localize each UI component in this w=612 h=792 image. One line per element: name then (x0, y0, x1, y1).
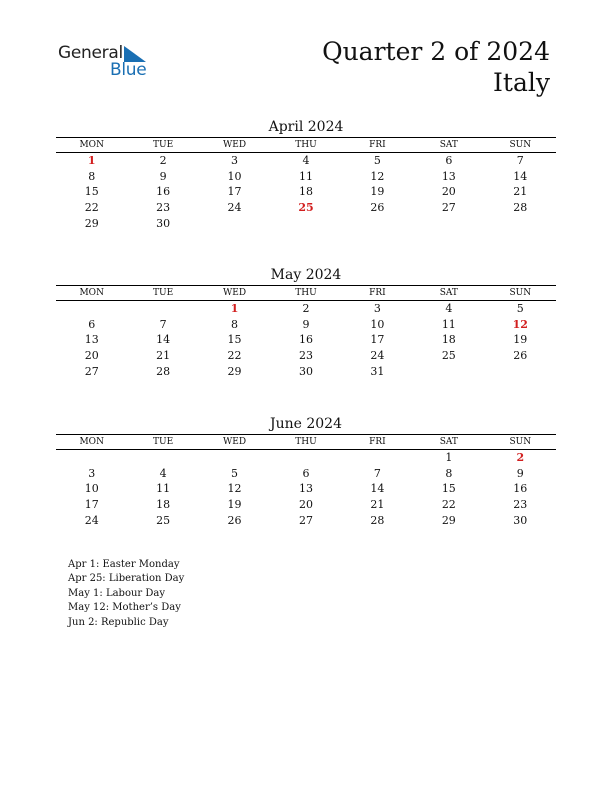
day-cell: 29 (227, 364, 242, 378)
day-cell: 20 (84, 349, 99, 363)
day-cell (270, 450, 341, 466)
weekday-header: MON (56, 435, 127, 450)
day-cell: 27 (84, 364, 99, 378)
day-cell: 30 (513, 513, 528, 527)
day-cell: 22 (84, 201, 99, 215)
weekday-header: THU (270, 286, 341, 301)
day-cell: 23 (513, 498, 528, 512)
day-cell: 29 (441, 513, 456, 527)
day-cell: 26 (370, 201, 385, 215)
day-cell: 6 (445, 154, 453, 167)
week-row (56, 450, 556, 466)
day-cell: 8 (88, 169, 96, 183)
day-cell: 18 (156, 498, 171, 512)
weekday-header: SAT (413, 138, 484, 153)
week-row (56, 301, 556, 317)
day-cell: 23 (156, 201, 171, 215)
day-cell: 22 (227, 349, 242, 363)
day-cell: 16 (156, 185, 171, 199)
weekday-header-row (56, 435, 556, 450)
weekday-header: FRI (342, 138, 413, 153)
day-cell: 6 (88, 317, 96, 331)
day-cell: 18 (441, 333, 456, 347)
day-cell: 8 (231, 317, 239, 331)
weekday-header: SUN (485, 435, 556, 450)
weekday-header: MON (56, 138, 127, 153)
weekday-header: THU (270, 138, 341, 153)
holiday-item: Apr 25: Liberation Day (68, 573, 185, 585)
day-cell: 2 (159, 154, 167, 167)
day-cell: 10 (84, 482, 99, 496)
holiday-item: Apr 1: Easter Monday (68, 559, 180, 570)
day-cell: 19 (513, 333, 528, 347)
month-block (56, 265, 556, 380)
day-cell: 20 (441, 185, 456, 199)
weekday-header: SAT (413, 286, 484, 301)
day-cell: 29 (84, 216, 99, 230)
day-cell: 7 (516, 154, 524, 167)
day-cell: 13 (298, 482, 313, 496)
day-cell: 8 (445, 466, 453, 480)
day-cell: 16 (298, 333, 313, 347)
day-cell: 17 (84, 498, 99, 512)
day-cell: 24 (84, 513, 99, 527)
day-cell: 5 (516, 302, 524, 315)
month-grid (56, 434, 556, 529)
day-cell: 17 (370, 333, 385, 347)
holiday-item: May 12: Mother’s Day (68, 602, 181, 614)
generalblue-logo (58, 43, 158, 83)
holiday-list (68, 558, 184, 630)
day-cell: 11 (298, 169, 313, 183)
week-row (56, 216, 556, 232)
day-cell (342, 450, 413, 466)
day-cell: 15 (441, 482, 456, 496)
weekday-header: SAT (413, 435, 484, 450)
day-cell: 3 (88, 466, 96, 480)
day-cell (56, 450, 127, 466)
day-cell: 21 (370, 498, 385, 512)
day-cell: 4 (159, 466, 167, 480)
day-cell: 22 (441, 498, 456, 512)
day-cell: 28 (513, 201, 528, 215)
day-cell: 6 (302, 466, 310, 480)
week-row (56, 513, 556, 529)
day-cell: 4 (445, 302, 453, 315)
day-cell: 3 (373, 302, 381, 315)
day-cell: 12 (370, 169, 385, 183)
month-grid (56, 137, 556, 232)
logo-word-blue: Blue (110, 60, 147, 80)
day-cell: 12 (227, 482, 242, 496)
day-cell: 28 (156, 364, 171, 378)
day-cell (413, 364, 484, 380)
day-cell (413, 216, 484, 232)
month-title: May 2024 (270, 267, 342, 283)
month-block (56, 117, 556, 232)
day-cell: 28 (370, 513, 385, 527)
day-cell: 18 (298, 185, 313, 199)
holiday-item: Jun 2: Republic Day (68, 616, 169, 628)
weekday-header: SUN (485, 138, 556, 153)
day-cell: 16 (513, 482, 528, 496)
day-cell: 2 (302, 302, 310, 315)
holiday-day-cell: 25 (298, 201, 314, 215)
weekday-header: WED (199, 286, 270, 301)
day-cell: 26 (513, 349, 528, 363)
day-cell: 1 (445, 451, 453, 464)
week-row (56, 317, 556, 333)
day-cell: 7 (159, 317, 167, 331)
day-cell: 31 (370, 364, 385, 378)
weekday-header-row (56, 138, 556, 153)
day-cell: 27 (298, 513, 313, 527)
day-cell (127, 450, 198, 466)
day-cell: 24 (227, 201, 242, 215)
day-cell: 14 (156, 333, 171, 347)
day-cell: 13 (441, 169, 456, 183)
day-cell: 11 (441, 317, 456, 331)
day-cell: 10 (370, 317, 385, 331)
week-row (56, 200, 556, 216)
day-cell: 3 (231, 154, 239, 167)
month-title: April 2024 (268, 119, 344, 135)
day-cell: 25 (441, 349, 456, 363)
day-cell: 27 (441, 201, 456, 215)
day-cell: 24 (370, 349, 385, 363)
day-cell: 17 (227, 185, 242, 199)
day-cell: 30 (298, 364, 313, 378)
day-cell (342, 216, 413, 232)
weekday-header: FRI (342, 286, 413, 301)
day-cell: 5 (373, 154, 381, 167)
logo-word-general: General (58, 43, 123, 63)
month-block (56, 414, 556, 529)
weekday-header: WED (199, 138, 270, 153)
day-cell: 21 (513, 185, 528, 199)
day-cell: 11 (156, 482, 171, 496)
week-row (56, 184, 556, 200)
day-cell: 9 (516, 466, 524, 480)
day-cell: 9 (159, 169, 167, 183)
day-cell: 7 (373, 466, 381, 480)
month-grid (56, 285, 556, 380)
day-cell: 13 (84, 333, 99, 347)
weekday-header: TUE (127, 435, 198, 450)
week-row (56, 466, 556, 482)
weekday-header: FRI (342, 435, 413, 450)
day-cell: 4 (302, 154, 310, 167)
day-cell: 5 (231, 466, 239, 480)
month-title: June 2024 (269, 416, 342, 432)
title-country: Italy (493, 68, 550, 97)
weekday-header: SUN (485, 286, 556, 301)
day-cell (127, 301, 198, 317)
weekday-header-row (56, 286, 556, 301)
day-cell: 30 (156, 216, 171, 230)
week-row (56, 332, 556, 348)
day-cell (485, 364, 556, 380)
holiday-day-cell: 1 (230, 302, 239, 315)
day-cell: 19 (370, 185, 385, 199)
title-quarter: Quarter 2 of 2024 (322, 37, 550, 66)
day-cell (485, 216, 556, 232)
day-cell: 21 (156, 349, 171, 363)
page-title (322, 36, 550, 98)
day-cell: 15 (84, 185, 99, 199)
day-cell: 15 (227, 333, 242, 347)
week-row (56, 348, 556, 364)
day-cell: 25 (156, 513, 171, 527)
day-cell (56, 301, 127, 317)
day-cell (199, 216, 270, 232)
week-row (56, 153, 556, 169)
weekday-header: TUE (127, 286, 198, 301)
holiday-day-cell: 1 (87, 154, 96, 167)
day-cell: 14 (513, 169, 528, 183)
weekday-header: MON (56, 286, 127, 301)
day-cell: 9 (302, 317, 310, 331)
weekday-header: TUE (127, 138, 198, 153)
day-cell: 14 (370, 482, 385, 496)
day-cell: 10 (227, 169, 242, 183)
day-cell: 23 (298, 349, 313, 363)
holiday-day-cell: 12 (512, 317, 528, 331)
day-cell (270, 216, 341, 232)
weekday-header: WED (199, 435, 270, 450)
week-row (56, 481, 556, 497)
holiday-item: May 1: Labour Day (68, 587, 165, 599)
day-cell: 20 (298, 498, 313, 512)
week-row (56, 364, 556, 380)
weekday-header: THU (270, 435, 341, 450)
week-row (56, 169, 556, 185)
week-row (56, 497, 556, 513)
day-cell: 19 (227, 498, 242, 512)
day-cell: 26 (227, 513, 242, 527)
day-cell (199, 450, 270, 466)
holiday-day-cell: 2 (516, 451, 525, 464)
